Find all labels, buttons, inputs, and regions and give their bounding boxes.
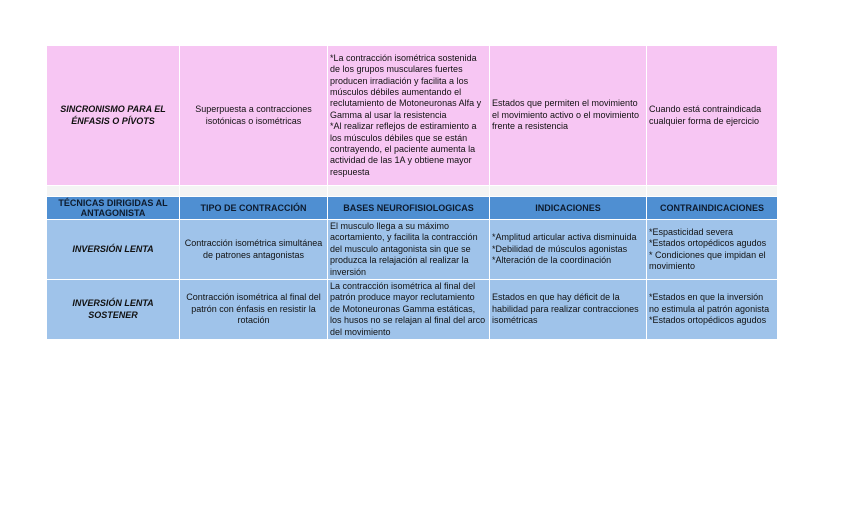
cell-empty[interactable]: [490, 186, 647, 197]
header-bases[interactable]: BASES NEUROFISIOLOGICAS: [328, 197, 490, 220]
header-tecnica[interactable]: TÉCNICAS DIRIGIDAS AL ANTAGONISTA: [47, 197, 180, 220]
cell-tecnica[interactable]: INVERSIÓN LENTA: [47, 220, 180, 280]
cell-contraindicaciones[interactable]: *Espasticidad severa *Estados ortopédicos agudos * Condiciones que impidan el movimiento: [647, 220, 778, 280]
header-indicaciones[interactable]: INDICACIONES: [490, 197, 647, 220]
header-contraindicaciones[interactable]: CONTRAINDICACIONES: [647, 197, 778, 220]
cell-tipo[interactable]: Superpuesta a contracciones isotónicas o isométricas: [180, 46, 328, 186]
cell-bases[interactable]: *La contracción isométrica sostenida de los grupos musculares fuertes producen irradiación y facilita a los músculos débiles aumentando el reclutamiento de Motoneuronas Alfa y Gamma al usar la resistencia *Al realizar reflejos de estiramiento a los músculos débiles que se están contrayendo, el paciente aumenta la actividad de las 1A y obtiene mayor respuesta: [328, 46, 490, 186]
table-row-inversion-lenta-sostener: [47, 280, 778, 340]
table-row-sincronismo: [47, 46, 778, 186]
header-tipo[interactable]: TIPO DE CONTRACCIÓN: [180, 197, 328, 220]
cell-contraindicaciones[interactable]: Cuando está contraindicada cualquier forma de ejercicio: [647, 46, 778, 186]
cell-empty[interactable]: [647, 186, 778, 197]
cell-indicaciones[interactable]: Estados que permiten el movimiento el movimiento activo o el movimiento frente a resistencia: [490, 46, 647, 186]
cell-indicaciones[interactable]: Estados en que hay déficit de la habilidad para realizar contracciones isométricas: [490, 280, 647, 340]
cell-indicaciones[interactable]: *Amplitud articular activa disminuida *Debilidad de músculos agonistas *Alteración de la coordinación: [490, 220, 647, 280]
cell-tecnica[interactable]: INVERSIÓN LENTA SOSTENER: [47, 280, 180, 340]
cell-tipo[interactable]: Contracción isométrica al final del patrón con énfasis en resistir la rotación: [180, 280, 328, 340]
cell-empty[interactable]: [180, 186, 328, 197]
cell-contraindicaciones[interactable]: *Estados en que la inversión no estimula al patrón agonista *Estados ortopédicos agudos: [647, 280, 778, 340]
table-row-inversion-lenta: [47, 220, 778, 280]
cell-tipo[interactable]: Contracción isométrica simultánea de patrones antagonistas: [180, 220, 328, 280]
cell-tecnica[interactable]: SINCRONISMO PARA EL ÉNFASIS O PÍVOTS: [47, 46, 180, 186]
cell-bases[interactable]: El musculo llega a su máximo acortamiento, y facilita la contracción del musculo antagonista sin que se produzca la relajación al realizar la inversión: [328, 220, 490, 280]
spreadsheet: [46, 45, 777, 340]
cell-bases[interactable]: La contracción isométrica al final del patrón produce mayor reclutamiento de Motoneuronas Gamma estáticas, los husos no se relajan al final del arco del movimiento: [328, 280, 490, 340]
table-header-row: [47, 197, 778, 220]
cell-empty[interactable]: [328, 186, 490, 197]
cell-empty[interactable]: [47, 186, 180, 197]
techniques-table: [46, 45, 778, 340]
table-row-spacer: [47, 186, 778, 197]
